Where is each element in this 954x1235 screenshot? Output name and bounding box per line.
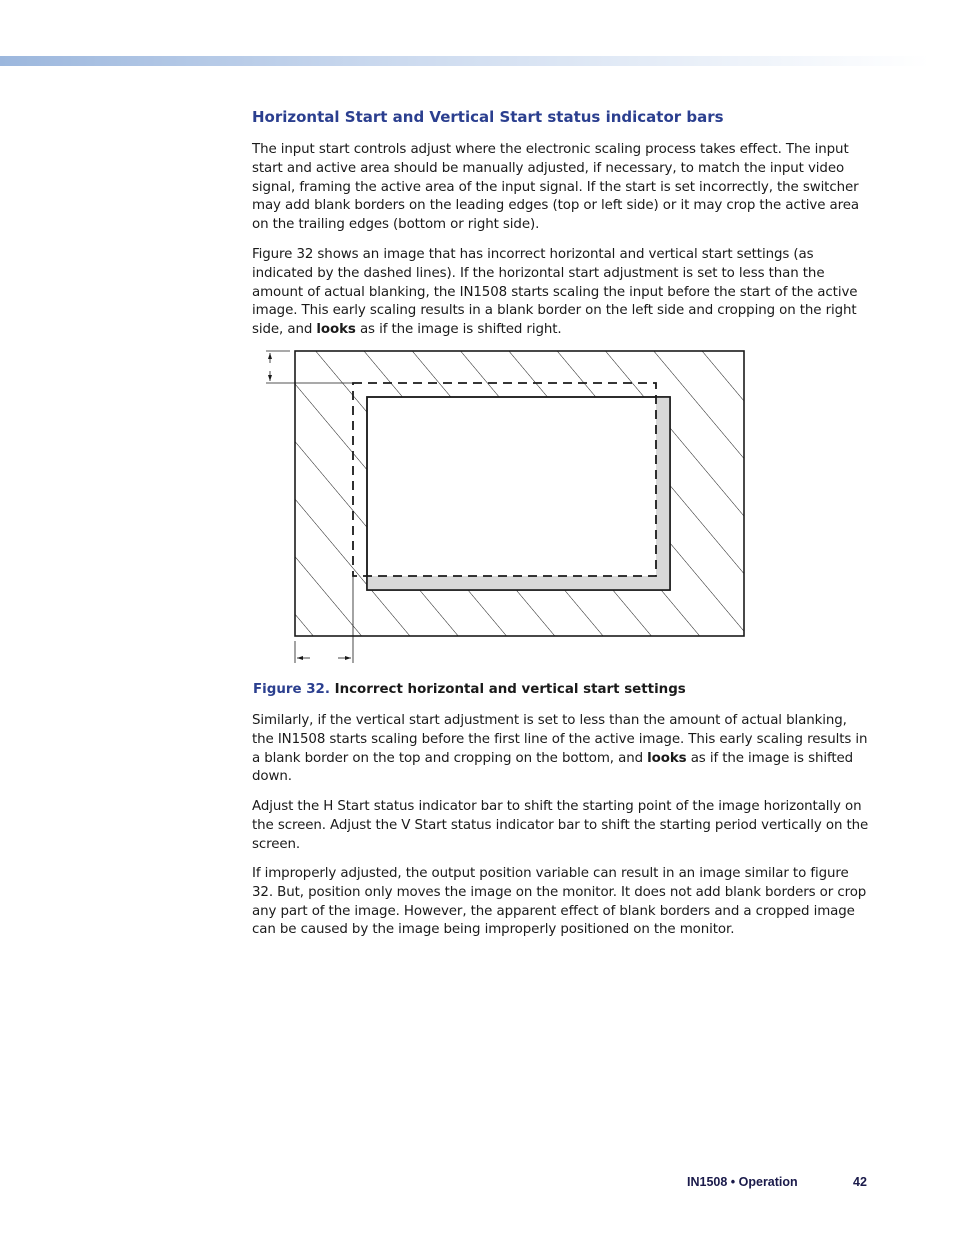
horizontal-offset-arrow-right [345, 656, 351, 660]
page-footer [687, 1175, 867, 1189]
paragraph-text: as if the image is shifted right. [355, 322, 562, 338]
vertical-offset-arrow-down [268, 375, 272, 381]
horizontal-offset-arrow-left [297, 656, 303, 660]
footer-product: IN1508 • Operation [687, 1175, 798, 1189]
figure-32-diagram [262, 345, 752, 667]
paragraph-position-note: If improperly adjusted, the output position variable can result in an image similar to figure 32. But, position only moves the image on the monitor. It does not add blank borders or crop any part of the image. However, the apparent effect of blank borders and a cropped image can be caused by the image being improperly positioned on the monitor. [252, 866, 867, 938]
section-heading: Horizontal Start and Vertical Start status indicator bars [252, 108, 724, 126]
paragraph-figure-description [252, 246, 870, 340]
vertical-offset-arrow-up [268, 353, 272, 359]
figure-label: Figure 32. [253, 682, 330, 697]
header-accent-bar [0, 56, 930, 66]
emphasis-looks: looks [647, 750, 687, 766]
cropped-area-bottom [367, 576, 670, 590]
paragraph-vertical-start [252, 712, 870, 787]
figure-caption [253, 682, 686, 697]
cropped-area-right [656, 397, 670, 590]
paragraph-input-start: The input start controls adjust where the electronic scaling process takes effect. The input start and active area should be manually adjusted, if necessary, to match the input video signal, framing the active area of the input signal. If the start is set incorrectly, the switcher may add blank borders on the leading edges (top or left side) or it may crop the active area on the trailing edges (bottom or right side). [252, 142, 859, 233]
paragraph-adjust-start: Adjust the H Start status indicator bar to shift the starting point of the image horizontally on the screen. Adjust the V Start status indicator bar to shift the starting period vertically on the screen. [252, 799, 869, 852]
figure-title: Incorrect horizontal and vertical start settings [334, 682, 686, 697]
start-settings-diagram [262, 345, 752, 667]
page-number: 42 [853, 1175, 867, 1189]
paragraph-text: Figure 32 shows an image that has incorrect horizontal and vertical start settings (as indicated by the dashed lines). If the horizontal start adjustment is set to less than the amount of actual blanking, the IN1508 starts scaling the input before the start of the active image. This early scaling results in a blank border on the left side and cropping on the right side, and [252, 247, 858, 338]
paragraph-text: as if the image is shifted down. [252, 750, 854, 785]
paragraph-text: Similarly, if the vertical start adjustment is set to less than the amount of actual blanking, the IN1508 starts scaling before the first line of the active image. This early scaling results in a blank border on the top and cropping on the bottom, and [252, 713, 868, 766]
emphasis-looks: looks [316, 322, 356, 338]
